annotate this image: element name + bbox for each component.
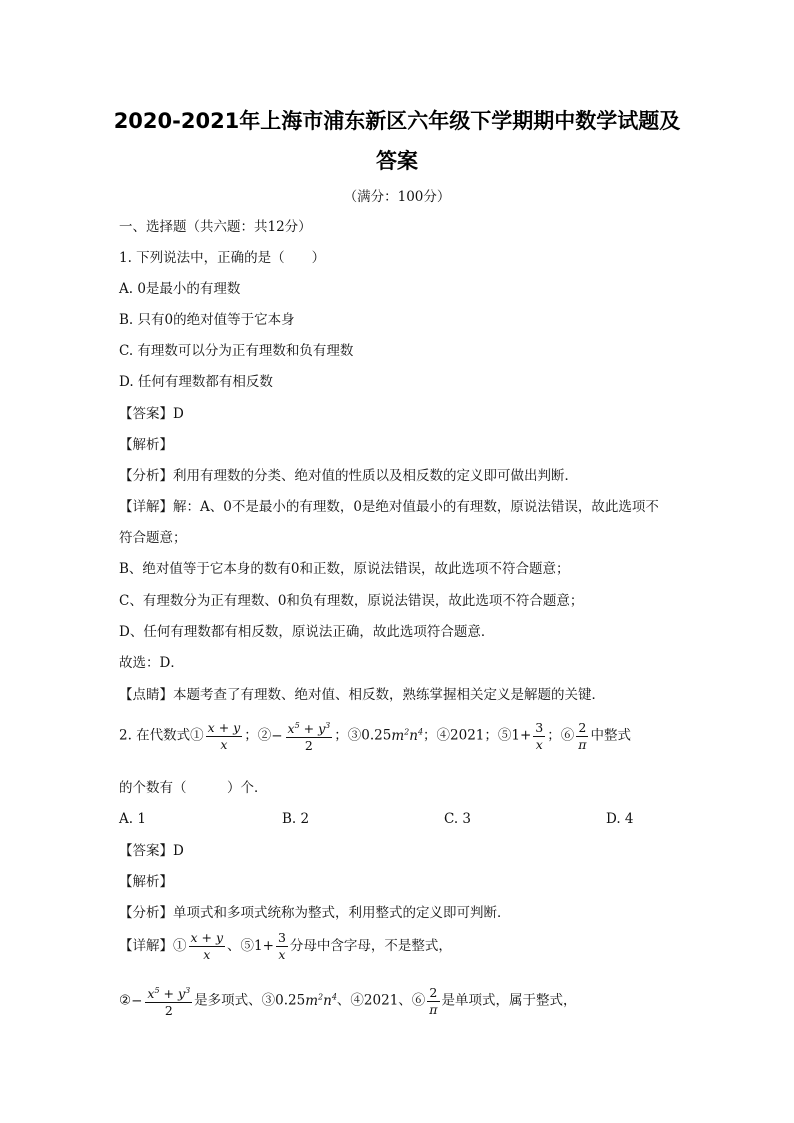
q2-sep1: ；② xyxy=(244,727,272,744)
q1-choice: 故选：D． xyxy=(119,655,184,671)
q2-answer: 【答案】D xyxy=(119,843,184,859)
q1-analysis: 【分析】利用有理数的分类、绝对值的性质以及相反数的定义即可做出判断． xyxy=(119,468,578,484)
q2-detail1-suffix: 分母中含字母，不是整式， xyxy=(289,938,452,954)
q2-sep2: ；③0.25 xyxy=(334,727,392,744)
q1-detail-line4: C、有理数分为正有理数、0和负有理数，原说法错误，故此选项不符合题意； xyxy=(119,593,584,609)
q2-detail1-prefix: 【详解】① xyxy=(119,938,187,954)
q1-analysis-label: 【解析】 xyxy=(119,437,173,453)
q2-option-d: D. 4 xyxy=(606,811,634,827)
formula-m2n4: $m^2n^4$ xyxy=(305,992,337,1009)
q1-detail-line5: D、任何有理数都有相反数，原说法正确，故此选项符合题意． xyxy=(119,624,495,640)
q1-answer: 【答案】D xyxy=(119,406,184,422)
q2-sep4: ；⑥ xyxy=(547,727,575,744)
document-title-line2: 答案 xyxy=(376,149,418,173)
formula-2-over-pi: $\frac{2}{\pi}$ xyxy=(578,719,587,752)
q1-option-a: A. 0是最小的有理数 xyxy=(119,281,241,297)
q1-detail-line2: 符合题意； xyxy=(119,530,187,546)
q2-detail-line2: ②− $\frac{x^5 + y^3}{2}$ 是多项式、$③0.25m^2n^4$、④2021、⑥ $\frac{2}{\pi}$ 是单项式，属于整式， xyxy=(119,984,577,1019)
q1-stem: 1. 下列说法中，正确的是（ ） xyxy=(119,250,326,266)
q2-stem-line2: 的个数有（ ）个． xyxy=(119,780,268,796)
document-title-line1: 2020-2021年上海市浦东新区六年级下学期期中数学试题及 xyxy=(113,109,681,133)
q2-detail1-mid: 、⑤1+ xyxy=(227,938,274,954)
q2-detail2-prefix: ② xyxy=(119,992,132,1009)
score-note: （满分：100分） xyxy=(343,189,451,205)
q2-option-a: A. 1 xyxy=(119,811,146,827)
section-heading: 一、选择题（共六题：共12分） xyxy=(119,219,312,235)
formula-3-over-x: $\frac{3}{x}$ xyxy=(277,930,286,962)
q2-stem-prefix: 2. 在代数式① xyxy=(119,727,204,744)
formula-3-over-x: $\frac{3}{x}$ xyxy=(535,719,544,752)
q2-sep3: ；④2021；⑤1+ xyxy=(423,727,532,744)
q1-option-b: B. 只有0的绝对值等于它本身 xyxy=(119,312,295,328)
formula-m2n4: $m^2n^4$ xyxy=(391,727,424,744)
q2-analysis-label: 【解析】 xyxy=(119,874,173,890)
q2-stem: 2. 在代数式① $\frac{x + y}{x}$ ；②− $\frac{x^5 + y^3}{2}$ ；$③0.25m^2n^4$；④2021；⑤1+ $\frac{3}{x}$ ；⑥ $\frac{2}{\pi}$ 中整式 xyxy=(119,719,631,754)
q2-detail2-mid1: 是多项式、③0.25 xyxy=(194,992,306,1009)
q1-detail-line1: 【详解】解：A、0不是最小的有理数，0是绝对值最小的有理数，原说法错误，故此选项不 xyxy=(119,499,659,515)
formula-x-plus-y-over-x: $\frac{x + y}{x}$ xyxy=(190,930,224,962)
q2-detail2-suffix: 是单项式，属于整式， xyxy=(441,992,577,1009)
q2-option-b: B. 2 xyxy=(282,811,310,827)
q1-option-d: D. 任何有理数都有相反数 xyxy=(119,374,273,390)
formula-x-plus-y-over-x: $\frac{x + y}{x}$ xyxy=(207,719,241,752)
q2-stem-suffix: 中整式 xyxy=(590,727,631,744)
q2-option-c: C. 3 xyxy=(444,811,472,827)
q1-comment: 【点睛】本题考查了有理数、绝对值、相反数，熟练掌握相关定义是解题的关键． xyxy=(119,687,605,703)
formula-2-over-pi: $\frac{2}{\pi}$ xyxy=(429,984,438,1017)
q1-option-c: C. 有理数可以分为正有理数和负有理数 xyxy=(119,343,354,359)
formula-x5-plus-y3-over-2: $\frac{x^5 + y^3}{2}$ xyxy=(286,718,333,754)
q2-analysis: 【分析】单项式和多项式统称为整式，利用整式的定义即可判断． xyxy=(119,905,511,921)
q2-detail2-mid2: 、④2021、⑥ xyxy=(336,992,426,1009)
q2-detail-line1 xyxy=(119,930,452,963)
q1-detail-line3: B、绝对值等于它本身的数有0和正数，原说法错误，故此选项不符合题意； xyxy=(119,561,570,577)
formula-x5-plus-y3-over-2: $\frac{x^5 + y^3}{2}$ xyxy=(145,983,192,1019)
